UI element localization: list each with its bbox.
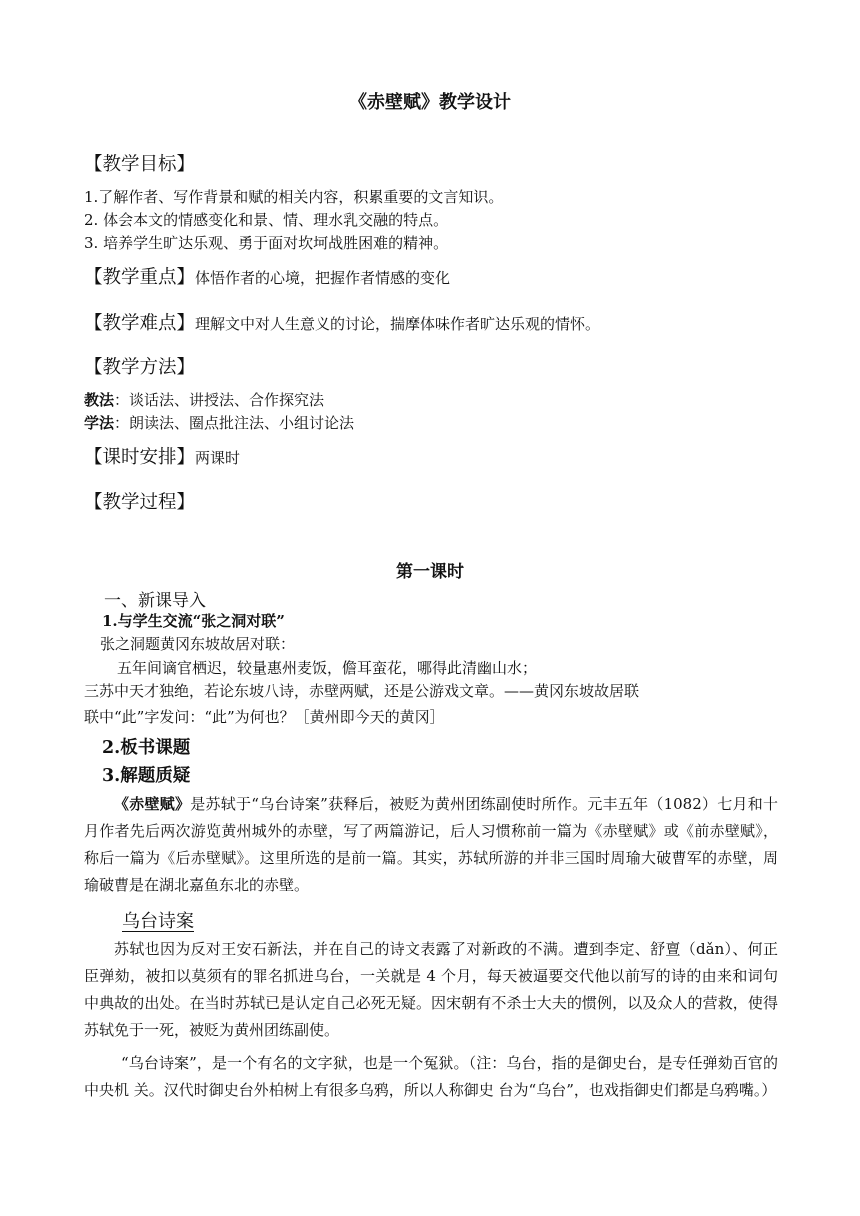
wutai-paragraph-1: 苏轼也因为反对王安石新法，并在自己的诗文表露了对新政的不满。遭到李定、舒亶（dǎn）、何正臣弹劾，被扣以莫须有的罪名抓进乌台，一关就是 4 个月，每天被逼要交代他以前写的诗的由来和词句中典故的出处。在当时苏轼已是认定自己必死无疑。因宋朝有不杀士大夫的惯例，以及众人的营救，使得苏轼免于一死，被贬为黄州团练副使。 [84, 940, 778, 1039]
key-point-text: 体悟作者的心境，把握作者情感的变化 [195, 269, 451, 287]
difficult-point-heading: 【教学难点】 [84, 313, 196, 334]
couplet-question: 联中“此”字发问：“此”为何也？［黄州即今天的黄冈］ [84, 708, 445, 726]
difficult-point-text: 理解文中对人生意义的讨论，揣摩体味作者旷达乐观的情怀。 [195, 315, 601, 333]
couplet-line-1: 五年间谪官栖迟，较量惠州麦饭，儋耳蛮花，哪得此清幽山水； [117, 659, 538, 677]
lesson-title: 第一课时 [396, 562, 464, 582]
schedule-line [84, 443, 240, 469]
schedule-heading: 【课时安排】 [84, 447, 196, 468]
schedule-text: 两课时 [195, 449, 241, 467]
goals-heading: 【教学目标】 [84, 154, 196, 175]
key-point-line [84, 263, 450, 289]
wutai-paragraph-2: “乌台诗案”，是一个有名的文字狱，也是一个冤狱。（注：乌台，指的是御史台，是专任弹劾百官的中央机 关。汉代时御史台外柏树上有很多乌鸦，所以人称御史 台为“乌台”，也戏指御史们都是乌鸦嘴。） [84, 1054, 778, 1099]
step-1-heading: 1.与学生交流“张之洞对联” [102, 612, 285, 630]
key-point-heading: 【教学重点】 [84, 267, 196, 288]
couplet-line-2: 三苏中天才独绝，若论东坡八诗，赤壁两赋，还是公游戏文章。——黄冈东坡故居联 [84, 682, 640, 700]
goal-item-3: 3. 培养学生旷达乐观、勇于面对坎坷战胜困难的精神。 [84, 234, 449, 252]
process-heading: 【教学过程】 [84, 492, 196, 513]
section-1-heading: 一、新课导入 [104, 591, 206, 611]
document-title: 《赤壁赋》教学设计 [349, 92, 511, 113]
goal-item-1: 1.了解作者、写作背景和赋的相关内容，积累重要的文言知识。 [84, 188, 504, 206]
learn-method-label: 学法 [84, 414, 115, 432]
couplet-intro: 张之洞题黄冈东坡故居对联： [100, 635, 296, 653]
step-3-heading: 3.解题质疑 [102, 766, 191, 786]
teach-method-text: ：谈话法、讲授法、合作探究法 [114, 391, 325, 409]
intro-paragraph [84, 791, 778, 899]
learn-method-line [84, 412, 354, 433]
step-2-heading: 2.板书课题 [102, 738, 191, 758]
learn-method-text: ：朗读法、圈点批注法、小组讨论法 [114, 414, 355, 432]
intro-paragraph-text: 是苏轼于“乌台诗案”获释后，被贬为黄州团练副使时所作。元丰五年（1082）七月和十月作者先后两次游览黄州城外的赤壁，写了两篇游记，后人习惯称前一篇为《赤壁赋》或《前赤壁赋》，称后一篇为《后赤壁赋》。这里所选的是前一篇。其实，苏轼所游的并非三国时周瑜大破曹军的赤壁，周瑜破曹是在湖北嘉鱼东北的赤壁。 [84, 795, 778, 894]
teach-method-label: 教法 [84, 391, 115, 409]
teach-method-line [84, 389, 324, 410]
goal-item-2: 2. 体会本文的情感变化和景、情、理水乳交融的特点。 [84, 211, 449, 229]
difficult-point-line [84, 309, 600, 335]
methods-heading: 【教学方法】 [84, 357, 196, 378]
intro-work-title: 《赤壁赋》 [114, 795, 191, 813]
wutai-heading: 乌台诗案 [122, 911, 194, 932]
